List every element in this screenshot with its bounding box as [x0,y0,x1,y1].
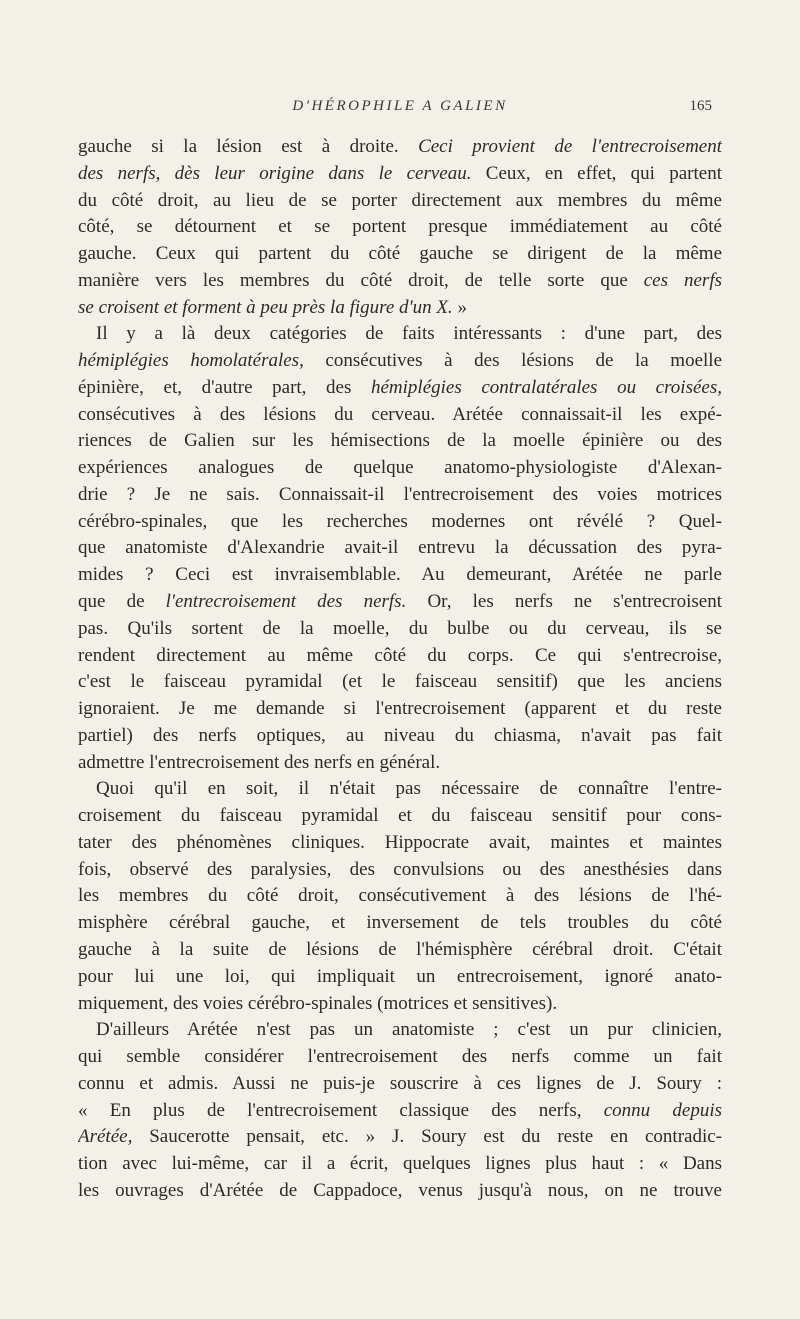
text-line: se croisent et forment à peu près la figure d'un X. » [78,296,467,318]
text-line: ignoraient. Je me demande si l'entrecroisement (apparent et du reste [78,698,722,720]
text-line: du côté droit, au lieu de se porter directement aux membres du même [78,189,722,211]
text-line: Arétée, Saucerotte pensait, etc. » J. Soury est du reste en contradic- [78,1126,722,1148]
italic-phrase: ces nerfs [643,269,722,291]
text-line: connu et admis. Aussi ne puis-je souscrire à ces lignes de J. Soury : [78,1072,722,1094]
text-line: tater des phénomènes cliniques. Hippocrate avait, maintes et maintes [78,831,722,853]
text-line: drie ? Je ne sais. Connaissait-il l'entrecroisement des voies motrices [78,483,722,505]
text-line: mides ? Ceci est invraisemblable. Au demeurant, Arétée ne parle [78,564,722,586]
text-line: expériences analogues de quelque anatomo-physiologiste d'Alexan- [78,457,722,479]
text-line: les membres du côté droit, consécutivement à des lésions de l'hé- [78,885,722,907]
text-line: consécutives à des lésions du cerveau. Arétée connaissait-il les expé- [78,403,722,425]
italic-phrase: l'entrecroisement des nerfs. [165,591,407,613]
text-line: croisement du faisceau pyramidal et du faisceau sensitif pour cons- [78,805,722,827]
text-line: partiel) des nerfs optiques, au niveau du chiasma, n'avait pas fait [78,724,722,746]
text-line: « En plus de l'entrecroisement classique des nerfs, connu depuis [78,1099,722,1121]
page-number: 165 [689,98,712,114]
italic-phrase: connu depuis [603,1099,722,1121]
text-line: miquement, des voies cérébro-spinales (motrices et sensitives). [78,992,558,1014]
text-line: gauche si la lésion est à droite. Ceci provient de l'entrecroisement [78,136,722,157]
text-line: des nerfs, dès leur origine dans le cerveau. Ceux, en effet, qui partent [78,162,722,184]
text-line: rendent directement au même côté du corps. Ce qui s'entrecroise, [78,644,722,666]
text-line: manière vers les membres du côté droit, de telle sorte que ces nerfs [78,269,722,291]
text-line: cérébro-spinales, que les recherches modernes ont révélé ? Quel- [78,510,722,532]
text-line: admettre l'entrecroisement des nerfs en général. [78,751,441,773]
text-line: D'ailleurs Arétée n'est pas un anatomiste ; c'est un pur clinicien, [96,1019,722,1041]
text-line: que anatomiste d'Alexandrie avait-il entrevu la décussation des pyra- [78,537,722,559]
text-line: tion avec lui-même, car il a écrit, quelques lignes plus haut : « Dans [78,1153,722,1175]
text-line: qui semble considérer l'entrecroisement des nerfs comme un fait [78,1046,722,1068]
text-line: que de l'entrecroisement des nerfs. Or, les nerfs ne s'entrecroisent [78,591,722,613]
text-line: Il y a là deux catégories de faits intéressants : d'une part, des [96,323,722,345]
italic-phrase: hémiplégies contralatérales ou croisées, [370,376,722,398]
text-line: fois, observé des paralysies, des convulsions ou des anesthésies dans [78,858,722,880]
italic-phrase: hémiplégies homolatérales, [78,350,304,372]
text-line: pas. Qu'ils sortent de la moelle, du bulbe ou du cerveau, ils se [78,617,722,639]
text-line: c'est le faisceau pyramidal (et le faisceau sensitif) que les anciens [78,671,722,693]
text-line: les ouvrages d'Arétée de Cappadoce, venus jusqu'à nous, on ne trouve [78,1179,722,1201]
text-line: hémiplégies homolatérales, consécutives à des lésions de la moelle [78,350,722,372]
text-line: misphère cérébral gauche, et inversement de tels troubles du côté [78,912,722,934]
text-line: Quoi qu'il en soit, il n'était pas nécessaire de connaître l'entre- [96,778,722,800]
text-line: gauche à la suite de lésions de l'hémisphère cérébral droit. C'était [78,938,722,960]
text-line: riences de Galien sur les hémisections de la moelle épinière ou des [78,430,722,452]
italic-phrase: des nerfs, dès leur origine dans le cerveau. [78,162,472,184]
body-text [78,134,722,1205]
text-line: pour lui une loi, qui impliquait un entrecroisement, ignoré anato- [78,965,722,987]
italic-phrase: se croisent et forment à peu près la figure d'un X. [78,296,453,318]
italic-phrase: Ceci provient de l'entrecroisement [418,136,722,157]
running-head [78,98,722,128]
text-line: gauche. Ceux qui partent du côté gauche se dirigent de la même [78,243,722,265]
running-title: D'HÉROPHILE A GALIEN [292,98,508,114]
text-line: côté, se détournent et se portent presque immédiatement au côté [78,216,722,238]
text-line: épinière, et, d'autre part, des hémiplégies contralatérales ou croisées, [78,376,722,398]
italic-phrase: Arétée, [78,1126,133,1148]
